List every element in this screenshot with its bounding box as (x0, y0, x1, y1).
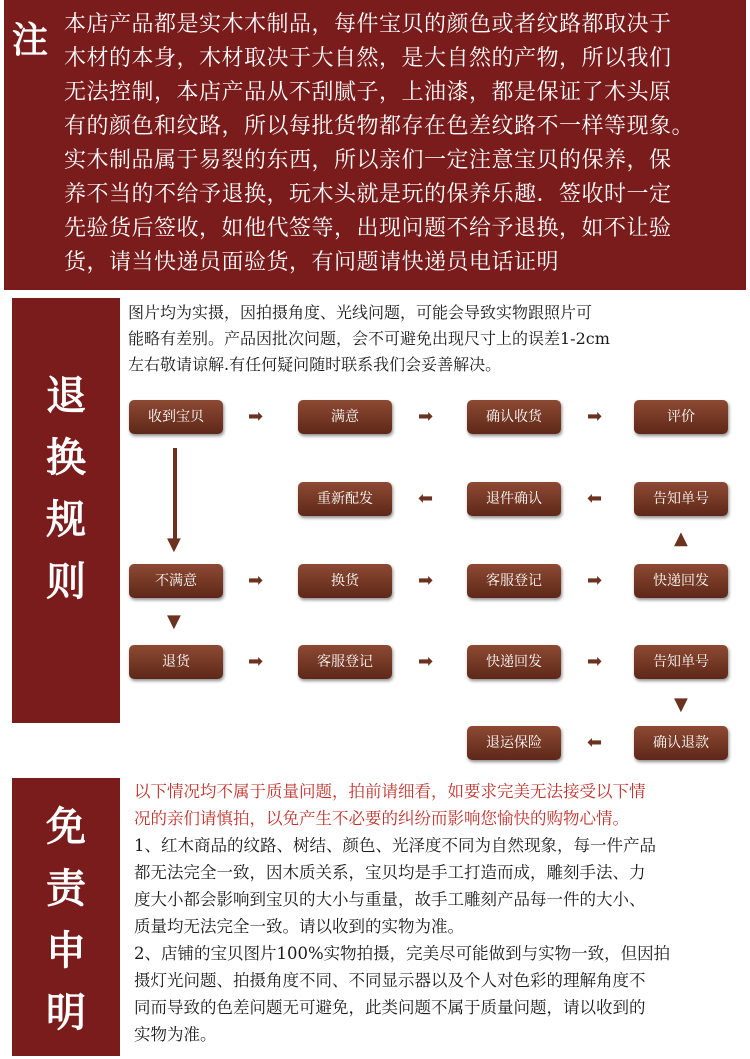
flow-step-review: 评价 (634, 400, 728, 434)
arrow-left-icon: ⬅ (587, 488, 603, 509)
notice-banner (4, 0, 746, 290)
notice-line: 有的颜色和纹路，所以每批货物都存在色差纹路不一样等现象。 (64, 114, 695, 139)
notice-line: 先验货后签收，如他代签等，出现问题不给予退换，如不让验 (64, 216, 672, 241)
disclaimer-title-char: 明 (46, 989, 86, 1036)
disclaimer-title-char: 免 (46, 803, 86, 850)
flow-step-courier-return: 快递回发 (634, 564, 728, 598)
notice-line: 货，请当快递员面验货，有问题请快递员电话证明 (64, 250, 560, 275)
arrow-left-icon: ⬅ (587, 732, 603, 753)
arrow-right-icon: ➡ (248, 570, 264, 591)
disclaimer-title-char: 责 (46, 865, 86, 912)
disclaimer-body-line: 实物为准。 (134, 1025, 217, 1044)
returns-intro-line: 能略有差别。产品因批次问题，会不可避免出现尺寸上的误差1-2cm (128, 329, 610, 348)
arrow-right-icon: ➡ (587, 406, 603, 427)
notice-line: 木材的本身，木材取决于大自然，是大自然的产物，所以我们 (64, 46, 672, 71)
disclaimer-body-line: 度大小都会影响到宝贝的大小与重量，故手工雕刻产品每一件的大小、 (134, 890, 646, 909)
disclaimer-body-line: 摄灯光问题、拍摄角度不同、不同显示器以及个人对色彩的理解角度不 (134, 971, 646, 990)
disclaimer-body-line: 都无法完全一致，因木质关系，宝贝均是手工打造而成，雕刻手法、力 (134, 863, 646, 882)
notice-line: 无法控制，本店产品从不刮腻子，上油漆，都是保证了木头原 (64, 80, 672, 105)
flow-step-confirm-receipt: 确认收货 (467, 400, 561, 434)
notice-line: 本店产品都是实木木制品，每件宝贝的颜色或者纹路都取决于 (64, 12, 672, 37)
flow-step-notify-number: 告知单号 (634, 482, 728, 516)
notice-line: 实木制品属于易裂的东西，所以亲们一定注意宝贝的保养，保 (64, 148, 672, 173)
flow-step-service-register: 客服登记 (467, 564, 561, 598)
disclaimer-body-line: 2、店铺的宝贝图片100%实物拍摄，完美尽可能做到与实物一致，但因拍 (134, 944, 671, 963)
disclaimer-body-line: 同而导致的色差问题无可避免，此类问题不属于质量问题，请以收到的 (134, 998, 646, 1017)
flow-step-satisfied: 满意 (298, 400, 392, 434)
flow-step-unsatisfied: 不满意 (129, 564, 223, 598)
returns-intro-line: 图片均为实摄，因拍摄角度、光线问题，可能会导致实物跟照片可 (128, 303, 593, 322)
disclaimer-intro-line: 况的亲们请慎拍，以免产生不必要的纠纷而影响您愉快的购物心情。 (134, 809, 629, 828)
arrow-down-icon: ▼ (167, 611, 181, 632)
returns-title-char: 退 (46, 372, 86, 419)
disclaimer-title (12, 796, 120, 1044)
flow-step-refund-return: 退货 (129, 645, 223, 679)
disclaimer-title-char: 申 (46, 927, 86, 974)
arrow-right-icon: ➡ (418, 651, 434, 672)
notice-mark: 注 (12, 19, 49, 61)
disclaimer-intro-line: 以下情况均不属于质量问题，拍前请细看，如要求完美无法接受以下情 (134, 782, 646, 801)
returns-title-char: 规 (46, 496, 86, 543)
arrow-right-icon: ➡ (248, 406, 264, 427)
disclaimer-body-line: 质量均无法完全一致。请以收到的实物为准。 (134, 917, 464, 936)
arrow-up-icon: ▲ (674, 528, 688, 549)
returns-title-char: 换 (46, 434, 86, 481)
disclaimer-body-line: 1、红木商品的纹路、树结、颜色、光泽度不同为自然现象，每一件产品 (134, 836, 656, 855)
flow-step-receive: 收到宝贝 (129, 400, 223, 434)
arrow-right-icon: ➡ (248, 651, 264, 672)
disclaimer-text (134, 778, 740, 1048)
arrow-right-icon: ➡ (587, 651, 603, 672)
flow-step-return-insurance: 退运保险 (467, 726, 561, 760)
flow-step-confirm-refund: 确认退款 (634, 726, 728, 760)
flow-step-resend: 重新配发 (298, 482, 392, 516)
flow-step-exchange: 换货 (298, 564, 392, 598)
arrow-right-icon: ➡ (418, 570, 434, 591)
notice-line: 养不当的不给予退换，玩木头就是玩的保养乐趣．签收时一定 (64, 182, 672, 207)
returns-intro-line: 左右敬请谅解.有任何疑问随时联系我们会妥善解决。 (128, 355, 502, 374)
flow-step-return-confirm: 退件确认 (467, 482, 561, 516)
arrow-down-icon: ▼ (674, 694, 688, 715)
flow-step-notify-number: 告知单号 (634, 645, 728, 679)
returns-side-bar (12, 298, 120, 723)
arrow-right-icon: ➡ (418, 406, 434, 427)
notice-text (64, 8, 740, 280)
flow-step-service-register: 客服登记 (298, 645, 392, 679)
flow-step-courier-return: 快递回发 (467, 645, 561, 679)
arrow-down-icon: ▼ (167, 534, 181, 555)
returns-title-char: 则 (46, 558, 86, 605)
arrow-left-icon: ⬅ (418, 488, 434, 509)
flow-connector-line (173, 448, 177, 542)
arrow-right-icon: ➡ (587, 570, 603, 591)
disclaimer-side-bar (12, 778, 120, 1056)
returns-intro (128, 300, 740, 378)
returns-title (12, 365, 120, 613)
